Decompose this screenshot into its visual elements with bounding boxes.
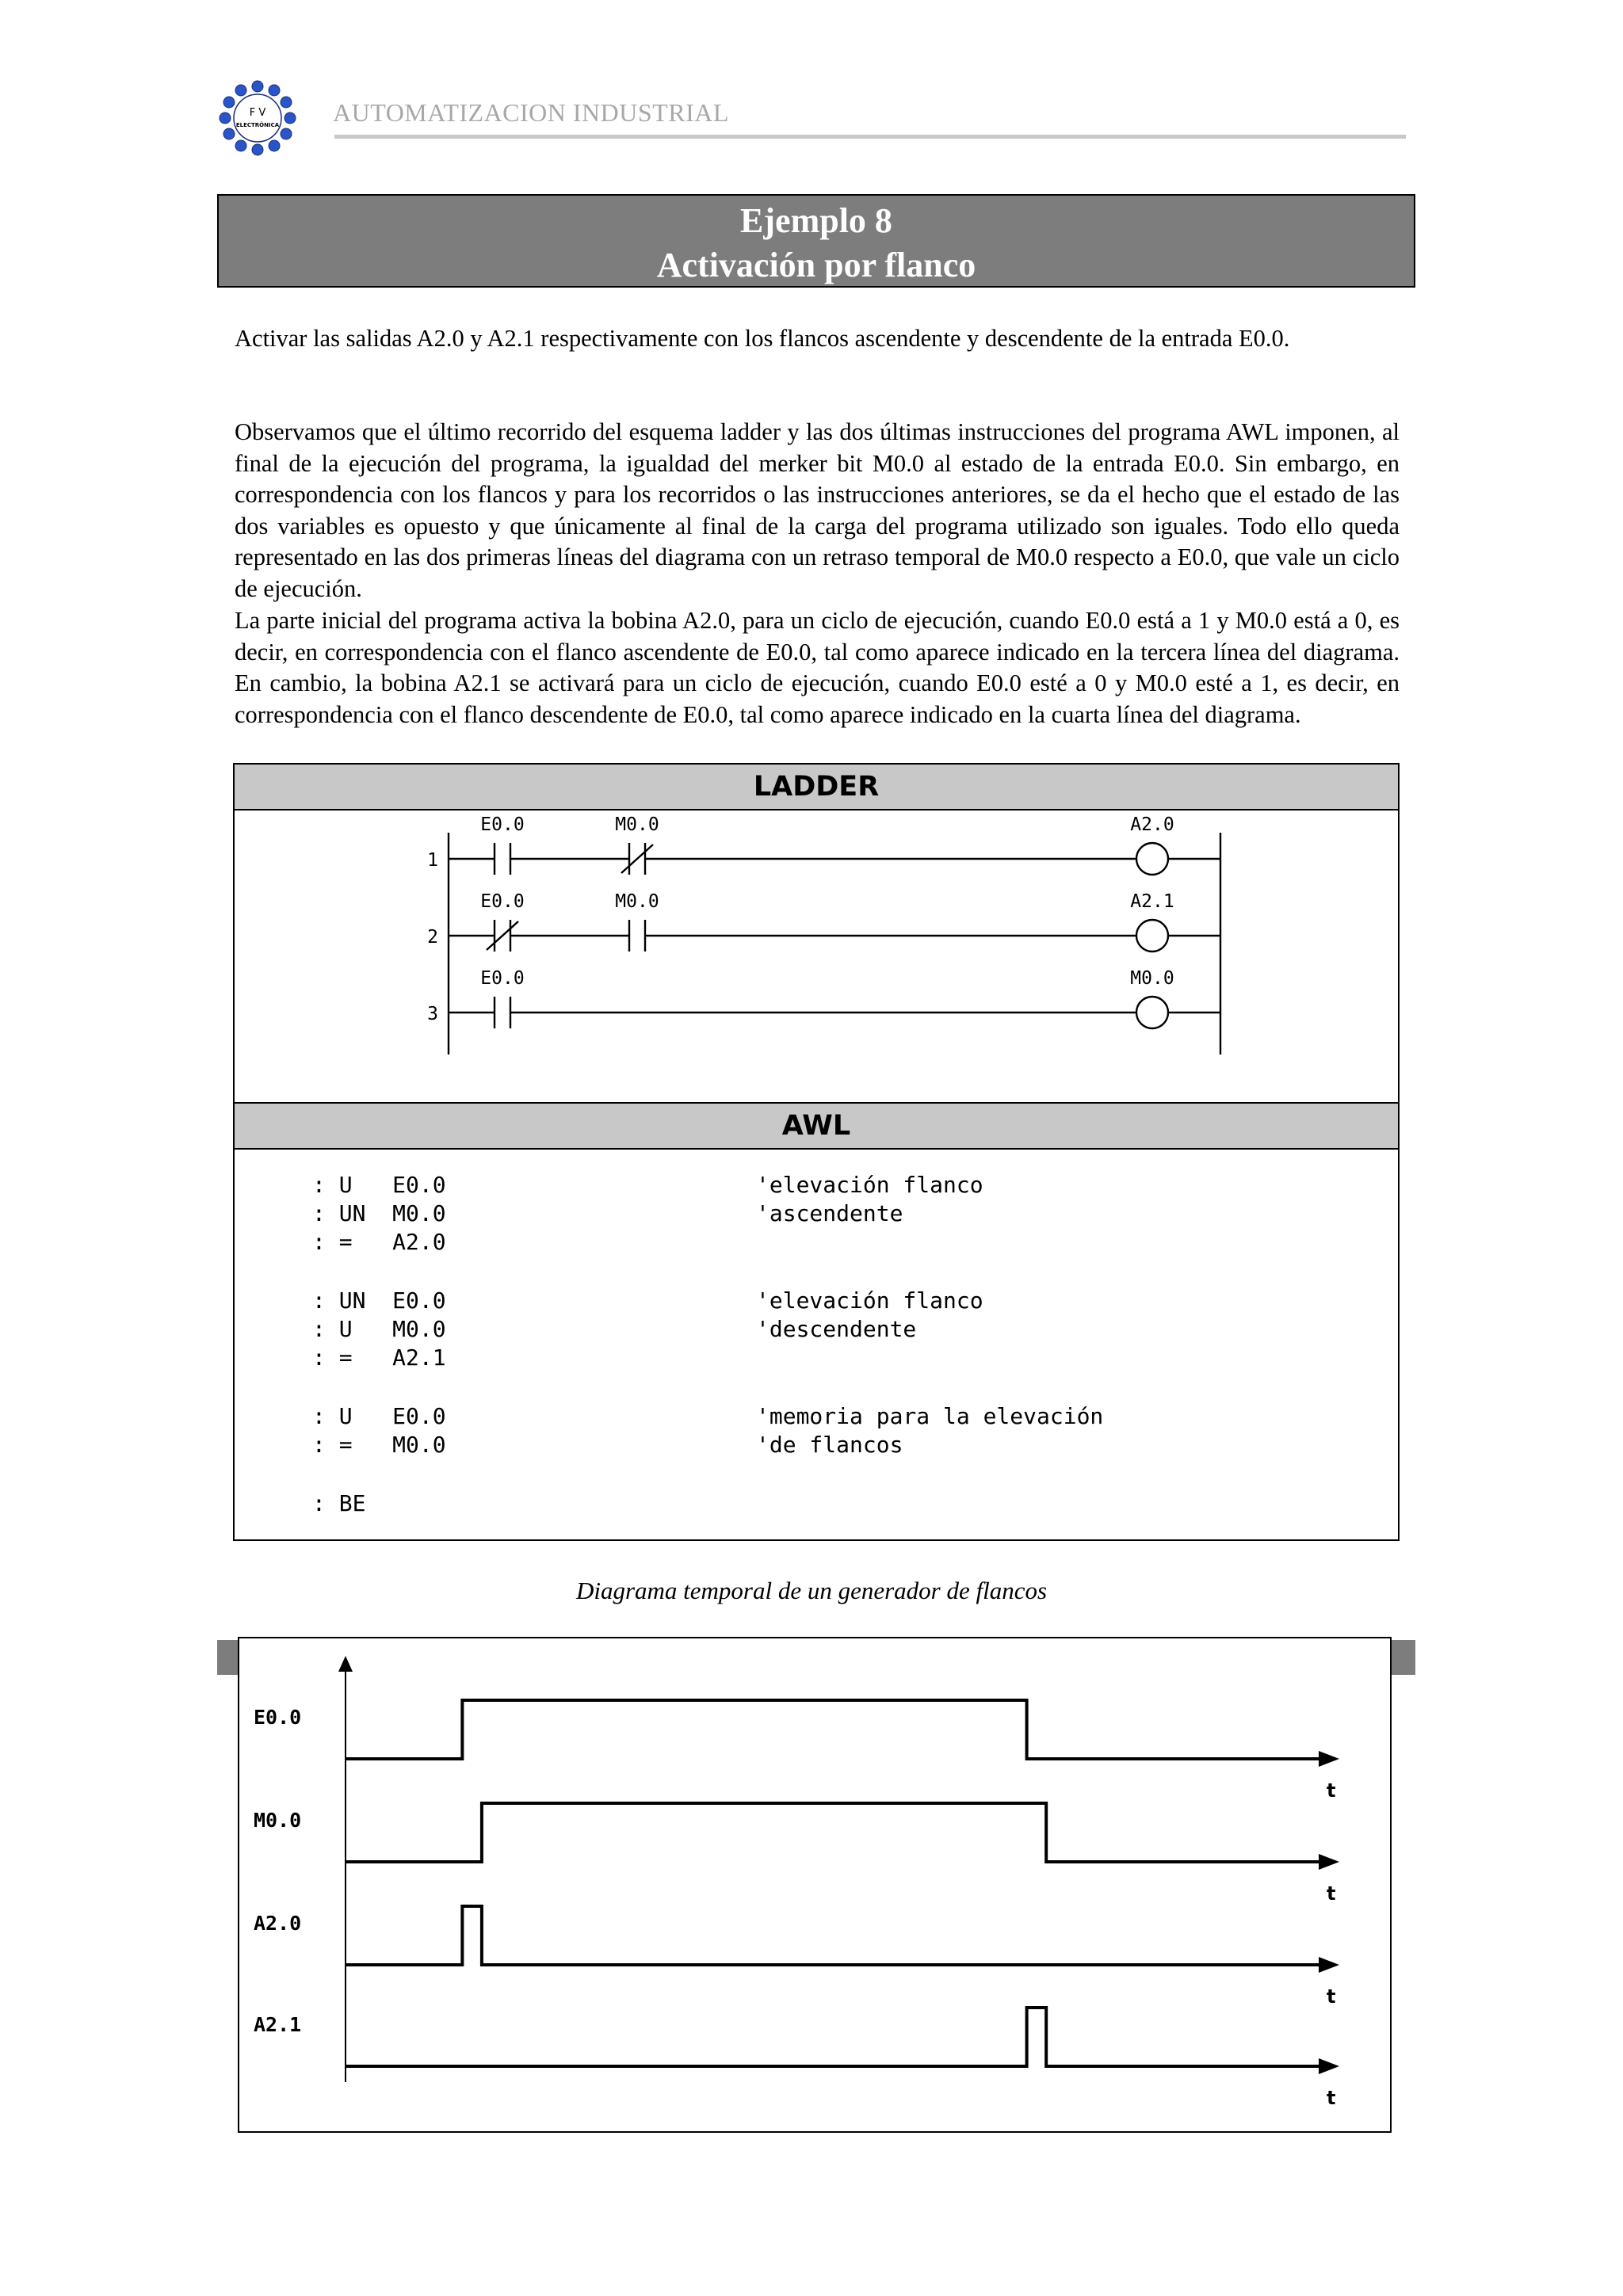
awl-comment: 'de flancos xyxy=(756,1432,903,1458)
awl-comment: 'elevación flanco xyxy=(756,1172,983,1198)
awl-instruction: : U E0.0 xyxy=(312,1172,446,1198)
awl-listing xyxy=(235,1150,1398,1538)
company-logo xyxy=(219,79,296,157)
time-arrow xyxy=(1319,2058,1339,2074)
rung-number: 1 xyxy=(427,850,438,871)
contact-label: M0.0 xyxy=(615,814,659,835)
time-axis-label: t xyxy=(1327,1985,1336,2008)
awl-instruction: : UN E0.0 xyxy=(312,1287,446,1314)
time-axis-label: t xyxy=(1327,2087,1336,2109)
contact-label: E0.0 xyxy=(480,968,525,989)
signal-label: M0.0 xyxy=(254,1809,302,1832)
header-title: AUTOMATIZACION INDUSTRIAL xyxy=(333,98,729,127)
logo-text-bottom: ELECTRÓNICA xyxy=(235,122,280,128)
coil-label: M0.0 xyxy=(1130,968,1174,989)
no-contact xyxy=(495,843,510,875)
awl-instruction: : = A2.1 xyxy=(312,1344,446,1371)
contact-label: E0.0 xyxy=(480,814,525,835)
time-arrow xyxy=(1319,1751,1339,1767)
axis-arrow-up xyxy=(338,1656,353,1672)
awl-instruction: : U M0.0 xyxy=(312,1316,446,1342)
timing-diagram-box xyxy=(238,1637,1392,2133)
paragraph-explanation: La parte inicial del programa activa la bobina A2.0, para un ciclo de ejecución, cuando E0.0 está a 1 y M0.0 está a 0, es decir, en correspondencia con el flanco ascendente de E0.0, tal como aparece indicado en la tercera línea del diagrama. En cambio, la bobina A2.1 se activará para un ciclo de ejecución, cuando E0.0 esté a 0 y M0.0 esté a 1, es decir, en correspondencia con el flanco descendente de E0.0, tal como aparece indicado en la cuarta línea del diagrama. xyxy=(235,607,1400,728)
signal-label: E0.0 xyxy=(254,1706,302,1729)
signal-label: A2.0 xyxy=(254,1912,302,1935)
signal-waveform xyxy=(346,2008,1319,2066)
ladder-diagram xyxy=(235,810,1398,1102)
signal-waveform xyxy=(346,1906,1319,1965)
coil xyxy=(1136,997,1168,1028)
awl-instruction: : BE xyxy=(312,1490,366,1516)
no-contact xyxy=(629,920,645,952)
paragraph-statement: Activar las salidas A2.0 y A2.1 respectivamente con los flancos ascendente y descendente de la entrada E0.0. xyxy=(235,325,1290,352)
signal-label: A2.1 xyxy=(254,2013,302,2036)
example-number: Ejemplo 8 xyxy=(740,201,892,240)
program-panel xyxy=(233,763,1400,1541)
header-divider xyxy=(334,135,1406,139)
paragraph-observation: Observamos que el último recorrido del esquema ladder y las dos últimas instrucciones del programa AWL imponen, al final de la ejecución del programa, la igualdad del merker bit M0.0 al estado de la entrada E0.0. Sin embargo, en correspondencia con los flancos y para los recorridos o las instrucciones anteriores, se da el hecho que el estado de las dos variables es opuesto y que únicamente al final de la carga del programa utilizado son iguales. Todo ello queda representado en las dos primeras líneas del diagrama con un retraso temporal de M0.0 respecto a E0.0, que vale un ciclo de ejecución. xyxy=(235,418,1400,602)
rung-number: 2 xyxy=(427,927,438,948)
coil xyxy=(1136,843,1168,875)
signal-waveform xyxy=(346,1700,1319,1759)
coil xyxy=(1136,920,1168,952)
time-arrow xyxy=(1319,1854,1339,1870)
time-arrow xyxy=(1319,1957,1339,1973)
coil-label: A2.1 xyxy=(1130,891,1174,912)
ladder-heading: LADDER xyxy=(235,763,1398,810)
awl-comment: 'descendente xyxy=(756,1316,917,1342)
timing-diagram xyxy=(239,1638,1390,2131)
awl-heading: AWL xyxy=(235,1102,1398,1150)
awl-instruction: : U E0.0 xyxy=(312,1403,446,1429)
example-title: Activación por flanco xyxy=(656,246,976,284)
no-contact xyxy=(495,997,510,1028)
coil-label: A2.0 xyxy=(1130,814,1174,835)
awl-comment: 'memoria para la elevación xyxy=(756,1403,1104,1429)
time-axis-label: t xyxy=(1327,1882,1336,1905)
timing-caption: Diagrama temporal de un generador de flancos xyxy=(575,1577,1048,1604)
contact-label: E0.0 xyxy=(480,891,525,912)
rung-number: 3 xyxy=(427,1004,438,1024)
signal-waveform xyxy=(346,1803,1319,1862)
awl-instruction: : = M0.0 xyxy=(312,1432,446,1458)
awl-comment: 'elevación flanco xyxy=(756,1287,983,1314)
awl-instruction: : UN M0.0 xyxy=(312,1200,446,1226)
time-axis-label: t xyxy=(1327,1779,1336,1802)
contact-label: M0.0 xyxy=(615,891,659,912)
awl-instruction: : = A2.0 xyxy=(312,1229,446,1255)
example-title-box xyxy=(217,194,1415,288)
logo-text-top: F V xyxy=(249,107,266,119)
awl-comment: 'ascendente xyxy=(756,1200,903,1226)
